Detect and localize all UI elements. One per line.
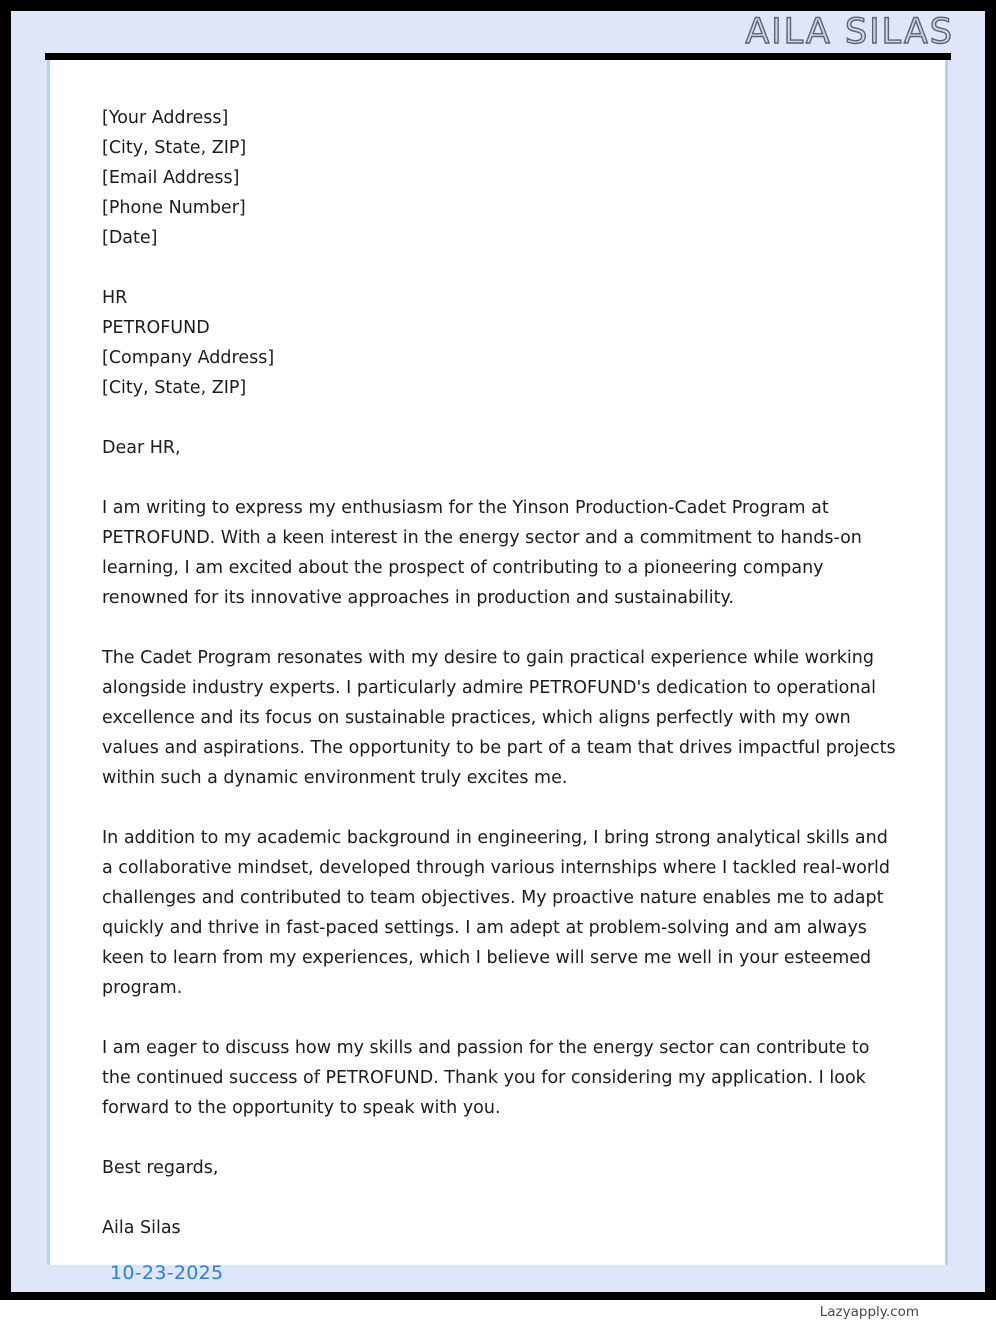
header-divider-rule (45, 53, 951, 60)
sender-address-block (102, 103, 902, 253)
recipient-address-line: [Company Address] (102, 348, 275, 368)
sender-address-line: [City, State, ZIP] (102, 138, 247, 158)
letter-paragraph: The Cadet Program resonates with my desire to gain practical experience while working alongside industry experts. I particularly admire PETROFUND's dedication to operational excellence and its focus on sustainable practices, which aligns perfectly with my own values and aspirations. The opportunity to be part of a team that drives impactful projects within such a dynamic environment truly excites me. (102, 648, 896, 788)
spacer (102, 403, 902, 433)
spacer (102, 1183, 902, 1213)
salutation: Dear HR, (102, 438, 181, 458)
sender-address-line: [Your Address] (102, 108, 229, 128)
sender-address-line: [Date] (102, 228, 158, 248)
lazyapply-brand-footer: Lazyapply.com (819, 1304, 919, 1320)
letter-paragraph: In addition to my academic background in engineering, I bring strong analytical skills and a collaborative mindset, developed through various internships where I tackled real-world challenges and contributed to team objectives. My proactive nature enables me to adapt quickly and thrive in fast-paced settings. I am adept at problem-solving and am always keen to learn from my experiences, which I believe will serve me well in your esteemed program. (102, 828, 890, 998)
spacer (102, 253, 902, 283)
letter-paragraph: I am writing to express my enthusiasm for the Yinson Production-Cadet Program at PETROFUND. With a keen interest in the energy sector and a commitment to hands-on learning, I am excited about the prospect of contributing to a pioneering company renowned for its innovative approaches in production and sustainability. (102, 498, 862, 608)
recipient-address-line: HR (102, 288, 128, 308)
sender-address-line: [Phone Number] (102, 198, 246, 218)
recipient-address-line: [City, State, ZIP] (102, 378, 247, 398)
letter-body (102, 103, 902, 1243)
recipient-address-line: PETROFUND (102, 318, 210, 338)
date-stamp: 10-23-2025 (110, 1262, 224, 1284)
applicant-name-heading: AILA SILAS (745, 11, 954, 52)
sender-address-line: [Email Address] (102, 168, 240, 188)
letter-paragraph: I am eager to discuss how my skills and passion for the energy sector can contribute to the continued success of PETROFUND. Thank you for considering my application. I look forward to the opportunity to speak with you. (102, 1038, 870, 1118)
signature-name: Aila Silas (102, 1218, 181, 1238)
closing-salutation: Best regards, (102, 1158, 219, 1178)
letterhead-header (11, 11, 985, 53)
recipient-address-block (102, 283, 902, 403)
